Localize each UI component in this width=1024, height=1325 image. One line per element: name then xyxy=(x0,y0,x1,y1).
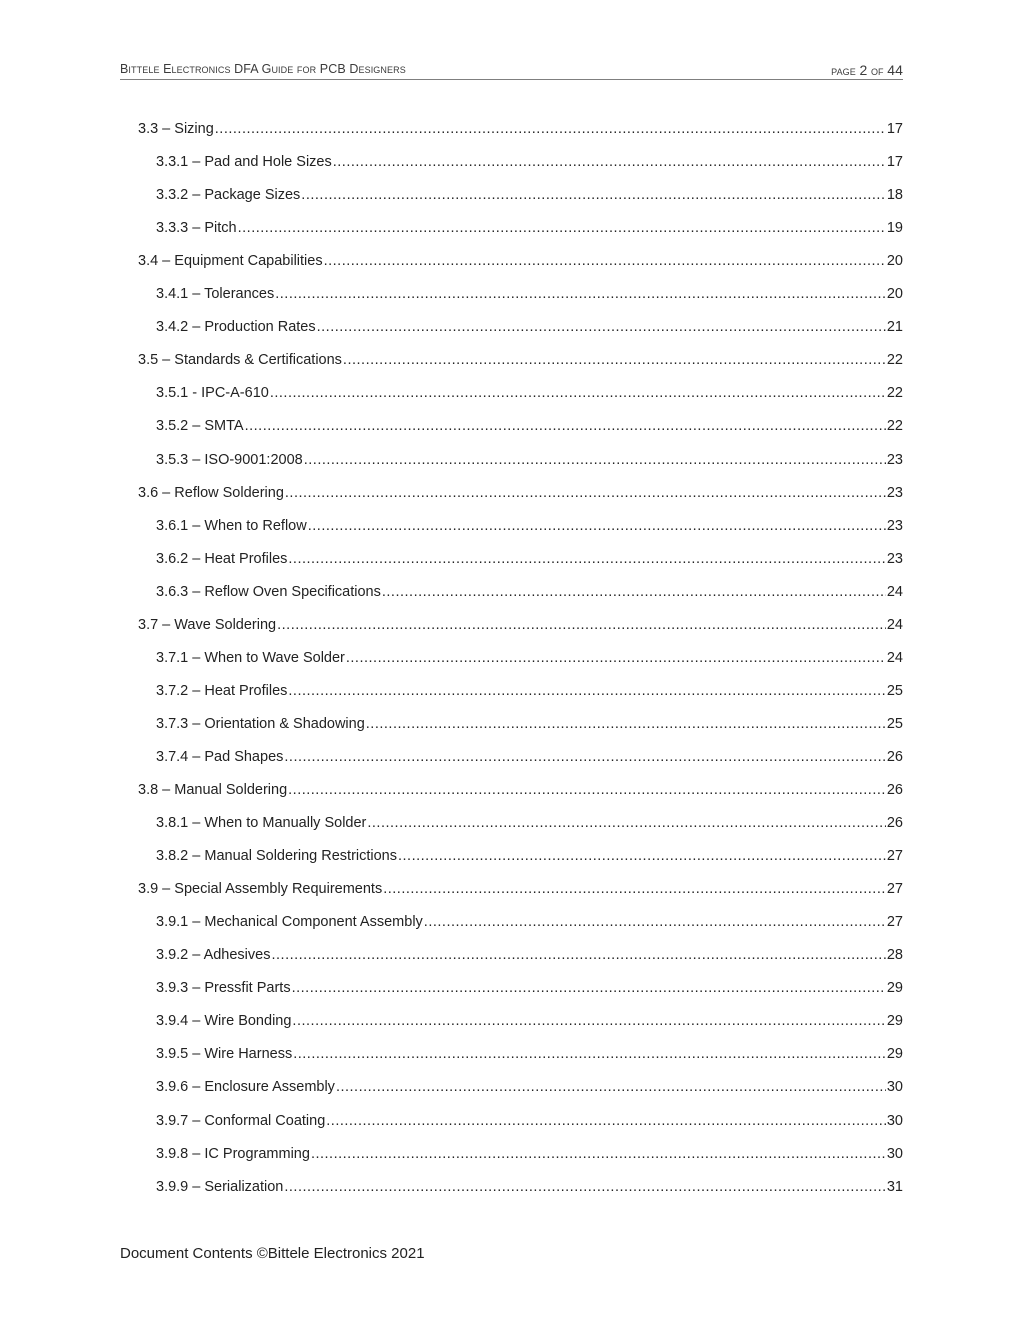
toc-dot-leader xyxy=(288,782,886,798)
toc-entry-title: 3.8.2 – Manual Soldering Restrictions xyxy=(156,848,397,865)
toc-entry[interactable] xyxy=(138,782,903,804)
toc-entry[interactable] xyxy=(138,253,903,275)
toc-entry-page: 29 xyxy=(886,980,903,997)
toc-entry-page: 30 xyxy=(886,1079,903,1096)
toc-dot-leader xyxy=(324,253,886,269)
toc-entry-page: 17 xyxy=(886,121,903,137)
toc-dot-leader xyxy=(238,220,886,236)
toc-dot-leader xyxy=(317,319,886,335)
toc-entry-page: 27 xyxy=(886,848,903,865)
toc-dot-leader xyxy=(398,848,886,864)
header-page-total: 44 xyxy=(887,62,903,78)
toc-entry-title: 3.9.8 – IC Programming xyxy=(156,1145,310,1162)
toc-entry-page: 30 xyxy=(886,1112,903,1129)
toc-entry-title: 3.9 – Special Assembly Requirements xyxy=(138,881,383,898)
toc-dot-leader xyxy=(346,650,886,666)
header-page-of: of xyxy=(870,64,884,78)
toc-entry-title: 3.9.9 – Serialization xyxy=(156,1178,284,1195)
toc-entry-title: 3.9.7 – Conformal Coating xyxy=(156,1112,326,1129)
header-title: Bittele Electronics DFA Guide for PCB Designers xyxy=(120,62,406,76)
toc-dot-leader xyxy=(333,154,886,170)
toc-entry-page: 23 xyxy=(886,451,903,468)
toc-entry-title: 3.7 – Wave Soldering xyxy=(138,616,277,633)
toc-entry-title: 3.7.4 – Pad Shapes xyxy=(156,748,284,765)
toc-entry-title: 3.5.3 – ISO-9001:2008 xyxy=(156,451,303,468)
toc-dot-leader xyxy=(245,418,886,434)
toc-entry-page: 26 xyxy=(886,748,903,765)
toc-dot-leader xyxy=(271,947,885,963)
toc-entry[interactable] xyxy=(138,617,903,639)
toc-entry[interactable] xyxy=(156,815,903,837)
toc-dot-leader xyxy=(326,1113,886,1129)
toc-entry-page: 27 xyxy=(886,914,903,931)
toc-entry[interactable] xyxy=(156,980,903,1002)
toc-entry-page: 20 xyxy=(886,286,903,303)
toc-entry[interactable] xyxy=(156,683,903,705)
toc-dot-leader xyxy=(336,1079,886,1095)
toc-entry-title: 3.9.1 – Mechanical Component Assembly xyxy=(156,914,423,931)
toc-dot-leader xyxy=(284,749,885,765)
toc-entry-title: 3.6.1 – When to Reflow xyxy=(156,517,307,534)
toc-entry[interactable] xyxy=(156,716,903,738)
toc-dot-leader xyxy=(292,980,886,996)
toc-dot-leader xyxy=(424,914,886,930)
toc-dot-leader xyxy=(285,485,886,501)
toc-entry-title: 3.5.1 - IPC-A-610 xyxy=(156,385,269,402)
toc-entry-page: 17 xyxy=(886,154,903,171)
toc-dot-leader xyxy=(284,1179,886,1195)
toc-entry-title: 3.8.1 – When to Manually Solder xyxy=(156,815,367,832)
toc-entry-title: 3.3.2 – Package Sizes xyxy=(156,187,301,204)
toc-dot-leader xyxy=(288,551,885,567)
toc-entry[interactable] xyxy=(156,584,903,606)
toc-entry-title: 3.9.2 – Adhesives xyxy=(156,947,271,964)
toc-entry-page: 22 xyxy=(886,385,903,402)
toc-entry-page: 22 xyxy=(886,418,903,435)
toc-entry[interactable] xyxy=(138,352,903,374)
toc-entry[interactable] xyxy=(156,1146,903,1168)
toc-entry[interactable] xyxy=(156,319,903,341)
toc-entry[interactable] xyxy=(156,385,903,407)
toc-entry[interactable] xyxy=(138,121,903,143)
toc-entry[interactable] xyxy=(156,220,903,242)
toc-entry[interactable] xyxy=(156,749,903,771)
toc-entry-page: 26 xyxy=(886,815,903,832)
toc-entry-title: 3.5 – Standards & Certifications xyxy=(138,352,342,369)
toc-entry-title: 3.3.1 – Pad and Hole Sizes xyxy=(156,154,332,171)
toc-entry-page: 21 xyxy=(886,319,903,336)
toc-entry-page: 29 xyxy=(886,1013,903,1030)
toc-entry-page: 30 xyxy=(886,1145,903,1162)
toc-entry[interactable] xyxy=(156,551,903,573)
toc-entry-page: 29 xyxy=(886,1046,903,1063)
toc-entry-page: 23 xyxy=(886,550,903,567)
toc-dot-leader xyxy=(277,617,886,633)
toc-entry-page: 25 xyxy=(886,682,903,699)
toc-entry-page: 24 xyxy=(886,649,903,666)
toc-entry-title: 3.6.3 – Reflow Oven Specifications xyxy=(156,583,381,600)
toc-dot-leader xyxy=(367,815,885,831)
toc-entry-page: 27 xyxy=(886,881,903,898)
toc-dot-leader xyxy=(293,1046,886,1062)
toc-dot-leader xyxy=(308,518,886,534)
toc-entry-page: 26 xyxy=(886,782,903,798)
toc-entry-title: 3.9.6 – Enclosure Assembly xyxy=(156,1079,335,1096)
toc-entry-page: 31 xyxy=(886,1178,903,1195)
toc-entry[interactable] xyxy=(138,485,903,507)
toc-dot-leader xyxy=(301,187,886,203)
toc-dot-leader xyxy=(304,452,886,468)
toc-entry-page: 24 xyxy=(886,616,903,633)
toc-entry[interactable] xyxy=(156,154,903,176)
toc-entry-title: 3.9.3 – Pressfit Parts xyxy=(156,980,291,997)
toc-entry-page: 18 xyxy=(886,187,903,204)
toc-entry[interactable] xyxy=(156,286,903,308)
toc-entry-title: 3.7.2 – Heat Profiles xyxy=(156,682,288,699)
toc-dot-leader xyxy=(383,881,886,897)
toc-entry-page: 20 xyxy=(886,253,903,270)
toc-entry-page: 25 xyxy=(886,715,903,732)
toc-dot-leader xyxy=(366,716,886,732)
toc-entry[interactable] xyxy=(156,1079,903,1101)
toc-entry-title: 3.4.2 – Production Rates xyxy=(156,319,316,336)
toc-entry[interactable] xyxy=(156,1179,903,1201)
toc-entry-title: 3.5.2 – SMTA xyxy=(156,418,244,435)
toc-entry-page: 23 xyxy=(886,484,903,501)
toc-entry-title: 3.8 – Manual Soldering xyxy=(138,782,288,798)
toc-entry-title: 3.3 – Sizing xyxy=(138,121,214,137)
toc-entry[interactable] xyxy=(156,914,903,936)
toc-entry[interactable] xyxy=(156,1113,903,1135)
toc-entry-title: 3.9.5 – Wire Harness xyxy=(156,1046,293,1063)
header-page-label: page xyxy=(831,64,856,78)
toc-entry-page: 19 xyxy=(886,220,903,237)
toc-entry[interactable] xyxy=(156,947,903,969)
toc-entry-title: 3.6.2 – Heat Profiles xyxy=(156,550,288,567)
header-page-current: 2 xyxy=(859,62,868,78)
toc-entry-page: 23 xyxy=(886,517,903,534)
toc-entry-title: 3.3.3 – Pitch xyxy=(156,220,237,237)
toc-entry[interactable] xyxy=(156,1013,903,1035)
toc-dot-leader xyxy=(292,1013,885,1029)
toc-entry-page: 22 xyxy=(886,352,903,369)
toc-entry-title: 3.4.1 – Tolerances xyxy=(156,286,275,303)
toc-entry[interactable] xyxy=(156,650,903,672)
toc-entry-title: 3.6 – Reflow Soldering xyxy=(138,484,284,501)
toc-entry-title: 3.9.4 – Wire Bonding xyxy=(156,1013,292,1030)
toc-entry-page: 24 xyxy=(886,583,903,600)
toc-entry[interactable] xyxy=(156,418,903,440)
toc-dot-leader xyxy=(311,1146,886,1162)
toc-entry-title: 3.7.3 – Orientation & Shadowing xyxy=(156,715,365,732)
header-page-number xyxy=(831,62,903,78)
toc-dot-leader xyxy=(382,584,886,600)
toc-entry-page: 28 xyxy=(886,947,903,964)
toc-dot-leader xyxy=(275,286,886,302)
toc-dot-leader xyxy=(215,121,886,137)
page-footer: Document Contents ©Bittele Electronics 2021 xyxy=(120,1245,425,1262)
toc-entry-title: 3.7.1 – When to Wave Solder xyxy=(156,649,345,666)
toc-dot-leader xyxy=(288,683,885,699)
toc-dot-leader xyxy=(343,352,886,368)
toc-entry[interactable] xyxy=(156,518,903,540)
toc-entry[interactable] xyxy=(156,452,903,474)
toc-entry-title: 3.4 – Equipment Capabilities xyxy=(138,253,323,270)
toc-entry[interactable] xyxy=(138,881,903,903)
toc-entry[interactable] xyxy=(156,187,903,209)
page-header xyxy=(120,62,903,80)
toc-entry[interactable] xyxy=(156,1046,903,1068)
toc-entry[interactable] xyxy=(156,848,903,870)
toc-dot-leader xyxy=(270,385,886,401)
